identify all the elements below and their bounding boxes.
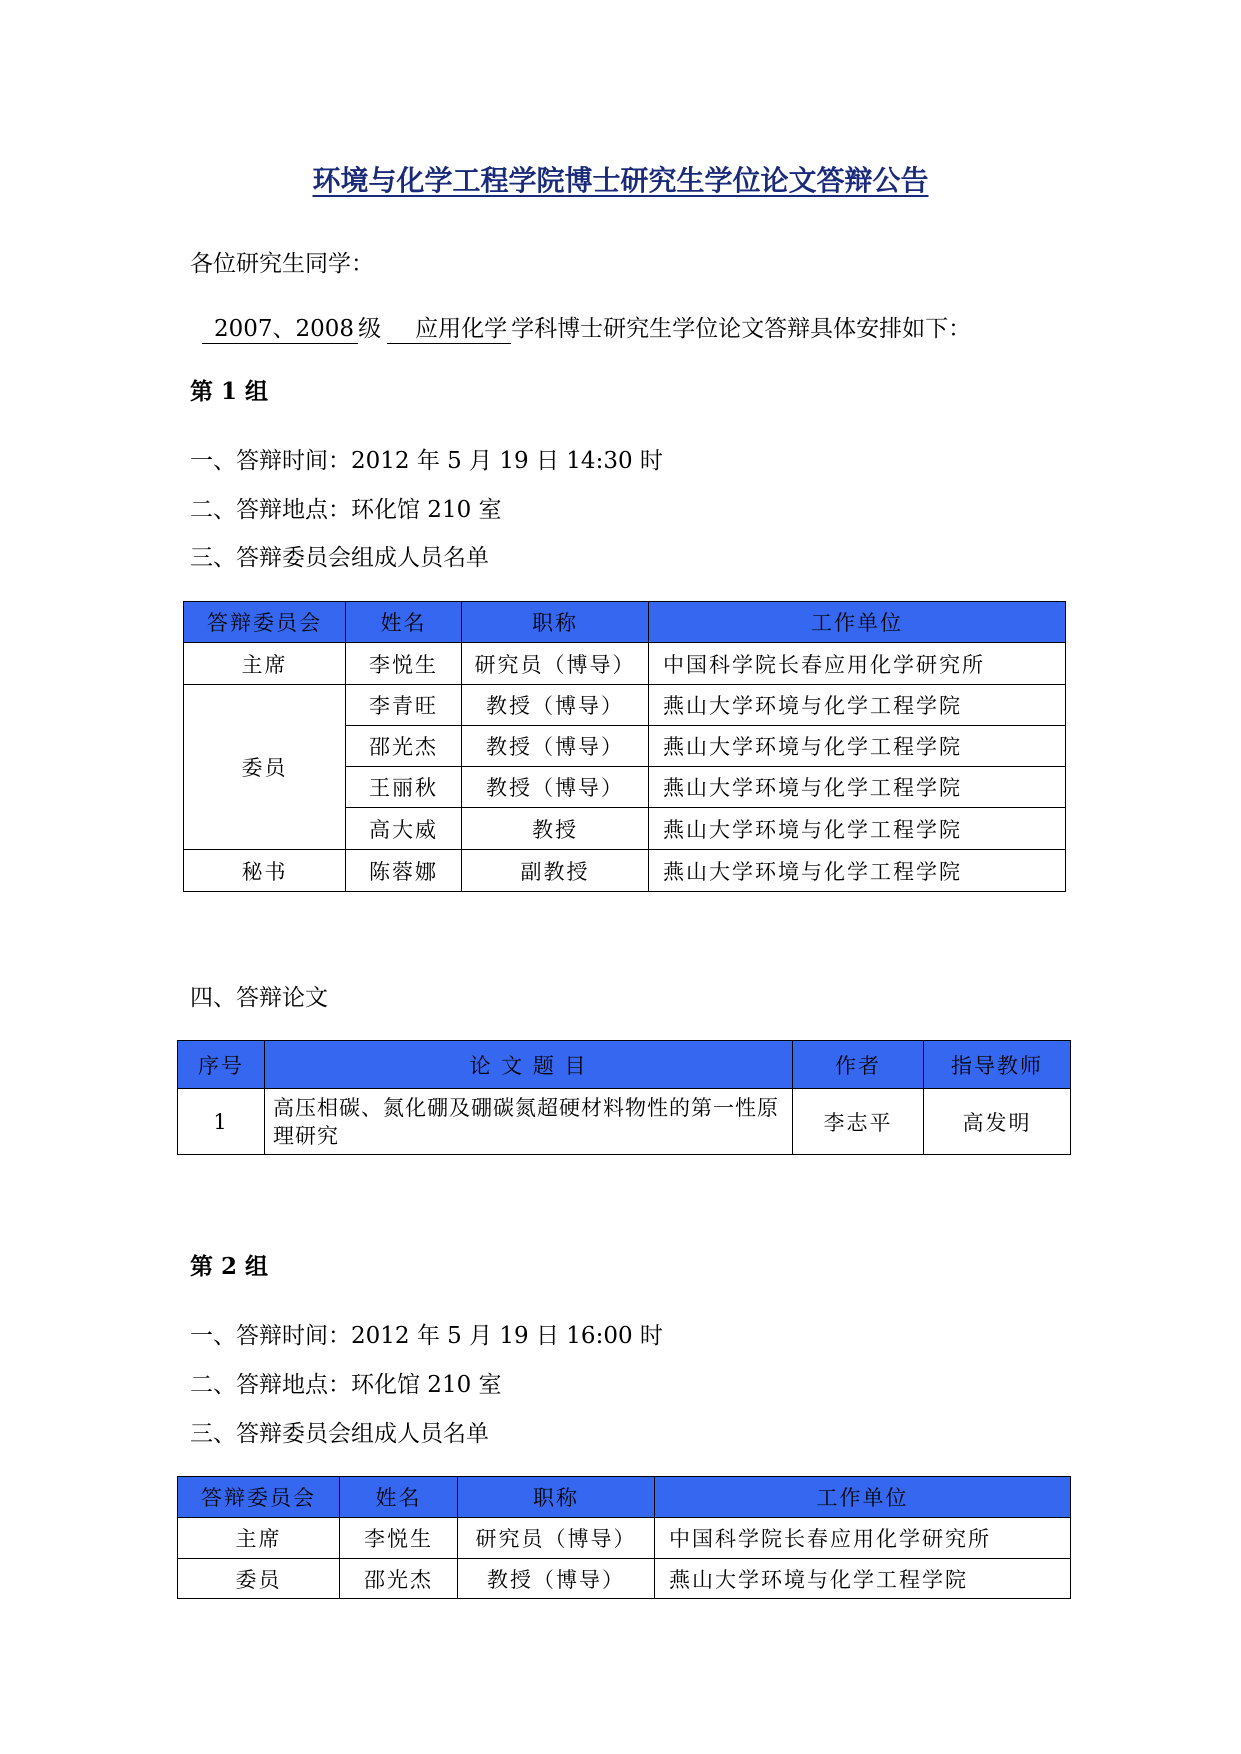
group1-place: 二、答辩地点：环化馆 210 室 xyxy=(190,497,502,523)
name-cell: 高大威 xyxy=(346,808,462,850)
title-cell: 教授（博导） xyxy=(462,767,649,808)
group2-committee-table xyxy=(177,1476,1071,1599)
title-cell: 教授（博导） xyxy=(462,685,649,726)
group1-thesis-table xyxy=(177,1040,1071,1155)
advisor-cell: 高发明 xyxy=(924,1089,1071,1155)
role-cell: 秘书 xyxy=(184,850,346,892)
title-cell: 教授 xyxy=(462,808,649,850)
header-committee: 答辩委员会 xyxy=(184,602,346,643)
table-header-row xyxy=(178,1041,1071,1089)
header-affiliation: 工作单位 xyxy=(649,602,1066,643)
intro-rest: 学科博士研究生学位论文答辩具体安排如下： xyxy=(511,316,972,342)
author-cell: 李志平 xyxy=(793,1089,924,1155)
intro-discipline: 应用化学 xyxy=(387,315,511,344)
number-cell: 1 xyxy=(178,1089,265,1155)
title-cell: 副教授 xyxy=(462,850,649,892)
title-cell: 教授（博导） xyxy=(458,1559,655,1599)
affiliation-cell: 燕山大学环境与化学工程学院 xyxy=(655,1559,1071,1599)
title-cell: 教授（博导） xyxy=(462,726,649,767)
name-cell: 陈蓉娜 xyxy=(346,850,462,892)
header-name: 姓名 xyxy=(346,602,462,643)
affiliation-cell: 燕山大学环境与化学工程学院 xyxy=(649,808,1066,850)
greeting: 各位研究生同学： xyxy=(190,251,374,277)
group1-thesis-label: 四、答辩论文 xyxy=(190,985,328,1011)
affiliation-cell: 中国科学院长春应用化学研究所 xyxy=(655,1518,1071,1559)
name-cell: 李悦生 xyxy=(340,1518,458,1559)
header-advisor: 指导教师 xyxy=(924,1041,1071,1089)
name-cell: 邵光杰 xyxy=(346,726,462,767)
page-title: 环境与化学工程学院博士研究生学位论文答辩公告 xyxy=(312,164,929,197)
header-author: 作者 xyxy=(793,1041,924,1089)
affiliation-cell: 燕山大学环境与化学工程学院 xyxy=(649,850,1066,892)
header-number: 序号 xyxy=(178,1041,265,1089)
group2-committee-label: 三、答辩委员会组成人员名单 xyxy=(190,1421,489,1447)
title-cell: 研究员（博导） xyxy=(458,1518,655,1559)
intro-grade-suffix: 级 xyxy=(358,316,382,342)
group1-heading: 第 1 组 xyxy=(190,378,269,405)
affiliation-cell: 燕山大学环境与化学工程学院 xyxy=(649,726,1066,767)
name-cell: 李悦生 xyxy=(346,643,462,685)
table-row xyxy=(184,643,1066,685)
name-cell: 王丽秋 xyxy=(346,767,462,808)
affiliation-cell: 中国科学院长春应用化学研究所 xyxy=(649,643,1066,685)
intro-grades: 2007、2008 xyxy=(202,315,358,344)
header-title: 职称 xyxy=(458,1477,655,1518)
table-row xyxy=(178,1089,1071,1155)
table-row xyxy=(178,1559,1071,1599)
group2-heading: 第 2 组 xyxy=(190,1253,269,1280)
header-title: 职称 xyxy=(462,602,649,643)
name-cell: 李青旺 xyxy=(346,685,462,726)
table-header-row xyxy=(178,1477,1071,1518)
table-row xyxy=(184,850,1066,892)
group2-time: 一、答辩时间：2012 年 5 月 19 日 16:00 时 xyxy=(190,1323,663,1349)
name-cell: 邵光杰 xyxy=(340,1559,458,1599)
affiliation-cell: 燕山大学环境与化学工程学院 xyxy=(649,685,1066,726)
title-cell: 研究员（博导） xyxy=(462,643,649,685)
table-header-row xyxy=(184,602,1066,643)
thesis-title-cell: 高压相碳、氮化硼及硼碳氮超硬材料物性的第一性原理研究 xyxy=(265,1089,793,1155)
role-cell: 主席 xyxy=(184,643,346,685)
header-affiliation: 工作单位 xyxy=(655,1477,1071,1518)
intro-line xyxy=(202,313,971,345)
role-cell: 委员 xyxy=(184,685,346,850)
role-cell: 委员 xyxy=(178,1559,340,1599)
header-thesis-title: 论 文 题 目 xyxy=(265,1041,793,1089)
header-name: 姓名 xyxy=(340,1477,458,1518)
header-committee: 答辩委员会 xyxy=(178,1477,340,1518)
table-row xyxy=(184,685,1066,726)
role-cell: 主席 xyxy=(178,1518,340,1559)
group1-time: 一、答辩时间：2012 年 5 月 19 日 14:30 时 xyxy=(190,448,663,474)
group2-place: 二、答辩地点：环化馆 210 室 xyxy=(190,1372,502,1398)
table-row xyxy=(178,1518,1071,1559)
affiliation-cell: 燕山大学环境与化学工程学院 xyxy=(649,767,1066,808)
group1-committee-table xyxy=(183,601,1066,892)
group1-committee-label: 三、答辩委员会组成人员名单 xyxy=(190,545,489,571)
